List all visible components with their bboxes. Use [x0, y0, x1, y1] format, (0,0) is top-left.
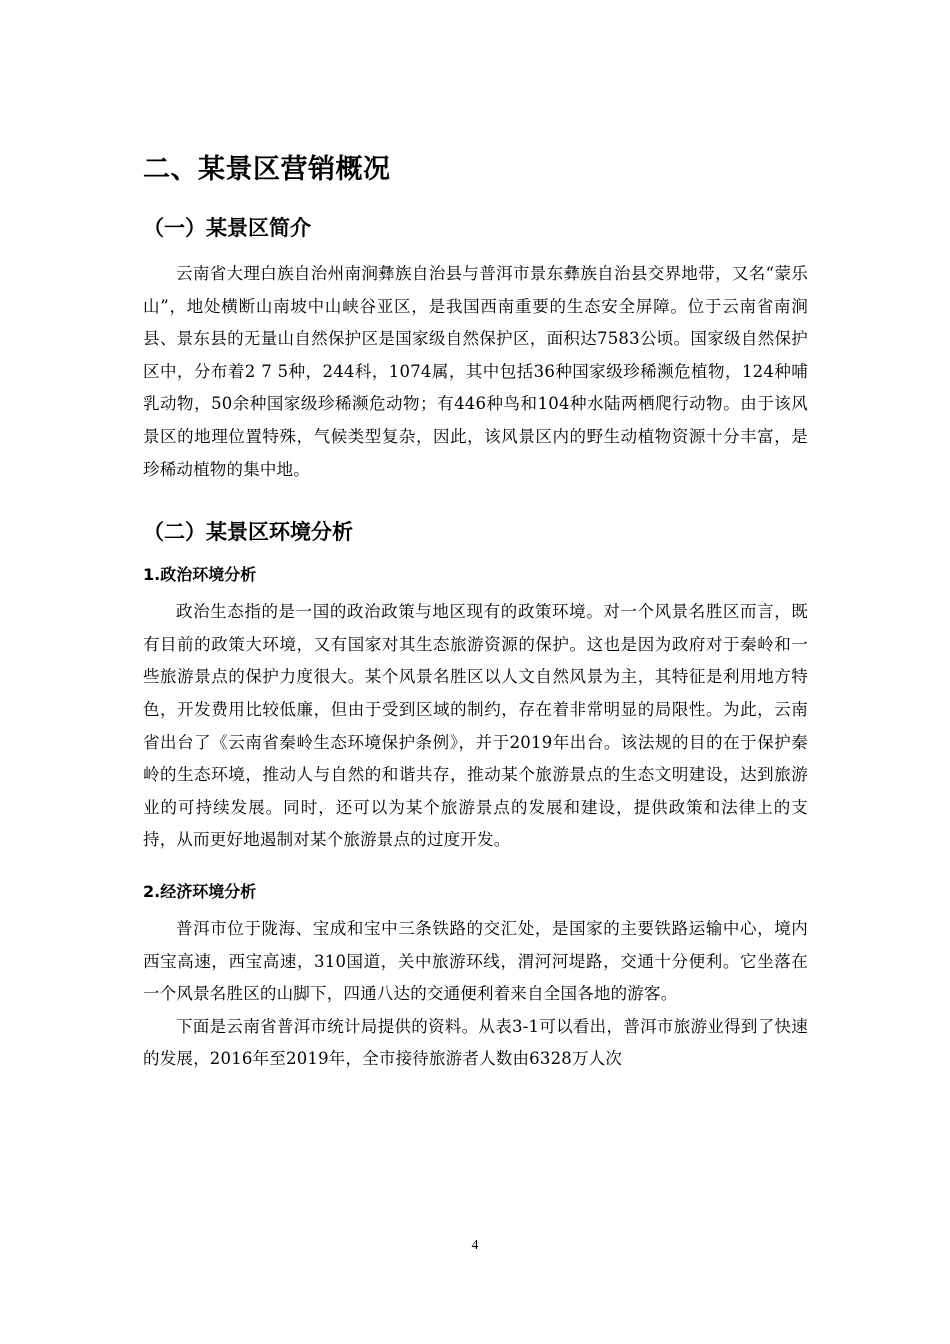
page-content [143, 150, 808, 1076]
economic-paragraph-2: 下面是云南省普洱市统计局提供的资料。从表3-1可以看出，普洱市旅游业得到了快速的发展，2016年至2019年，全市接待旅游者人数由6328万人次 [143, 1016, 808, 1069]
page-number: 4 [471, 1238, 479, 1253]
section-title-environment: （二）某景区环境分析 [143, 520, 353, 545]
subsection-title-economic: 2.经济环境分析 [143, 881, 257, 901]
economic-paragraph-1: 普洱市位于陇海、宝成和宝中三条铁路的交汇处，是国家的主要铁路运输中心，境内西宝高速，西宝高速，310国道，关中旅游环线，渭河河堤路，交通十分便利。它坐落在一个风景名胜区的山脚下，四通八达的交通便利着来自全国各地的游客。 [143, 918, 808, 1004]
chapter-title: 二、某景区营销概况 [143, 154, 391, 185]
political-paragraph: 政治生态指的是一国的政治政策与地区现有的政策环境。对一个风景名胜区而言，既有目前的政策大环境，又有国家对其生态旅游资源的保护。这也是因为政府对于秦岭和一些旅游景点的保护力度很大。某个风景名胜区以人文自然风景为主，其特征是利用地方特色，开发费用比较低廉，但由于受到区域的制约，存在着非常明显的局限性。为此，云南省出台了《云南省秦岭生态环境保护条例》，并于2019年出台。该法规的目的在于保护秦岭的生态环境，推动人与自然的和谐共存，推动某个旅游景点的生态文明建设，达到旅游业的可持续发展。同时，还可以为某个旅游景点的发展和建设，提供政策和法律上的支持，从而更好地遏制对某个旅游景点的过度开发。 [143, 602, 808, 850]
intro-paragraph: 云南省大理白族自治州南涧彝族自治县与普洱市景东彝族自治县交界地带，又名“蒙乐山”，地处横断山南坡中山峡谷亚区，是我国西南重要的生态安全屏障。位于云南省南涧县、景东县的无量山自然保护区是国家级自然保护区，面积达7583公顷。国家级自然保护区中，分布着2 7 5种，244科，1074属，其中包括36种国家级珍稀濒危植物，124种哺乳动物，50余种国家级珍稀濒危动物；有446种鸟和104种水陆两栖爬行动物。由于该风景区的地理位置特殊，气候类型复杂，因此，该风景区内的野生动植物资源十分丰富，是珍稀动植物的集中地。 [143, 264, 808, 479]
section-title-intro: （一）某景区简介 [143, 216, 311, 240]
subsection-title-political: 1.政治环境分析 [143, 565, 257, 585]
